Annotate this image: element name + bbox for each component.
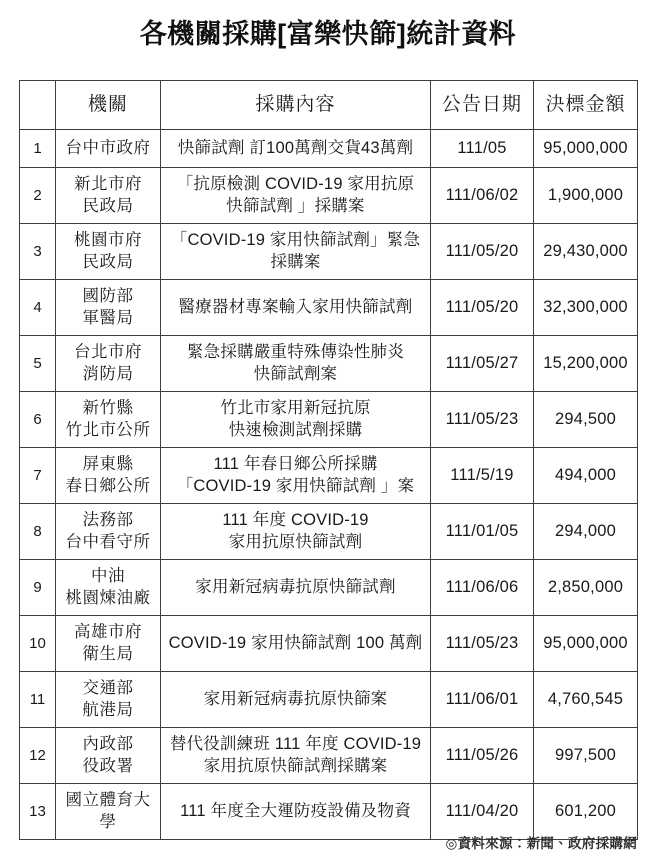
agency-cell-line: 國立體育大 <box>65 790 151 809</box>
table-row <box>20 224 638 280</box>
content-cell <box>161 336 431 392</box>
agency-cell <box>56 728 161 784</box>
agency-cell <box>56 560 161 616</box>
table-row <box>20 280 638 336</box>
row-index-line: 7 <box>33 466 42 484</box>
table-row <box>20 616 638 672</box>
table-row <box>20 130 638 168</box>
award-amount-cell-line: 29,430,000 <box>543 241 628 260</box>
content-cell <box>161 224 431 280</box>
award-amount-cell <box>534 504 638 560</box>
content-cell <box>161 672 431 728</box>
announcement-date-cell <box>431 504 534 560</box>
agency-cell-line: 衛生局 <box>82 644 134 663</box>
row-index-line: 10 <box>29 634 46 652</box>
award-amount-cell-line: 997,500 <box>554 745 617 764</box>
announcement-date-cell <box>431 392 534 448</box>
content-cell <box>161 168 431 224</box>
award-amount-cell <box>534 168 638 224</box>
announcement-date-cell-line: 111/05/20 <box>445 241 519 260</box>
content-cell <box>161 616 431 672</box>
content-cell-line: 緊急採購嚴重特殊傳染性肺炎 <box>186 342 405 361</box>
row-index <box>20 280 56 336</box>
table-row <box>20 672 638 728</box>
award-amount-cell-line: 32,300,000 <box>543 297 628 316</box>
announcement-date-cell-line: 111/05/23 <box>445 409 519 428</box>
row-index <box>20 560 56 616</box>
announcement-date-cell <box>431 728 534 784</box>
content-cell-line: 快篩試劑 訂100萬劑交貨43萬劑 <box>177 138 414 157</box>
award-amount-cell-line: 2,850,000 <box>547 577 624 596</box>
announcement-date-cell-line: 111/05/20 <box>445 297 519 316</box>
agency-cell <box>56 130 161 168</box>
announcement-date-cell <box>431 280 534 336</box>
column-header-content: 採購內容 <box>161 81 431 130</box>
row-index-line: 9 <box>33 578 42 596</box>
agency-cell <box>56 280 161 336</box>
row-index <box>20 504 56 560</box>
content-cell <box>161 448 431 504</box>
content-cell-line: COVID-19 家用快篩試劑 100 萬劑 <box>168 633 423 652</box>
content-cell-line: 「抗原檢測 COVID-19 家用抗原 <box>176 174 415 193</box>
agency-cell-line: 學 <box>99 812 117 831</box>
content-cell <box>161 280 431 336</box>
content-cell-line: 家用抗原快篩試劑 <box>228 532 363 551</box>
table-row <box>20 336 638 392</box>
announcement-date-cell-line: 111/01/05 <box>445 521 519 540</box>
agency-cell-line: 屏東縣 <box>82 454 134 473</box>
agency-cell <box>56 504 161 560</box>
column-header-date: 公告日期 <box>431 81 534 130</box>
row-index-line: 3 <box>33 242 42 260</box>
announcement-date-cell <box>431 224 534 280</box>
agency-cell-line: 台北市府 <box>74 342 142 361</box>
award-amount-cell <box>534 224 638 280</box>
award-amount-cell-line: 15,200,000 <box>543 353 628 372</box>
content-cell <box>161 728 431 784</box>
award-amount-cell-line: 494,000 <box>554 465 617 484</box>
award-amount-cell <box>534 672 638 728</box>
row-index-line: 11 <box>29 690 46 708</box>
agency-cell-line: 中油 <box>91 566 125 585</box>
announcement-date-cell <box>431 448 534 504</box>
row-index <box>20 224 56 280</box>
agency-cell <box>56 168 161 224</box>
content-cell <box>161 504 431 560</box>
award-amount-cell <box>534 130 638 168</box>
agency-cell-line: 台中看守所 <box>65 532 151 551</box>
table-header <box>20 81 638 130</box>
award-amount-cell <box>534 392 638 448</box>
agency-cell-line: 內政部 <box>82 734 134 753</box>
agency-cell-line: 民政局 <box>82 252 134 271</box>
content-cell <box>161 392 431 448</box>
table-row <box>20 728 638 784</box>
agency-cell <box>56 392 161 448</box>
agency-cell <box>56 616 161 672</box>
content-cell <box>161 560 431 616</box>
agency-cell-line: 航港局 <box>82 700 134 719</box>
agency-cell-line: 春日鄉公所 <box>65 476 151 495</box>
award-amount-cell <box>534 336 638 392</box>
procurement-table-container <box>19 80 637 840</box>
content-cell-line: 醫療器材專案輸入家用快篩試劑 <box>178 297 413 316</box>
row-index-line: 8 <box>33 522 42 540</box>
content-cell-line: 「COVID-19 家用快篩試劑」緊急 <box>170 230 421 249</box>
award-amount-cell <box>534 560 638 616</box>
agency-cell-line: 軍醫局 <box>82 308 134 327</box>
row-index-line: 13 <box>29 802 46 820</box>
award-amount-cell-line: 601,200 <box>554 801 617 820</box>
announcement-date-cell-line: 111/04/20 <box>445 801 519 820</box>
agency-cell <box>56 336 161 392</box>
agency-cell <box>56 448 161 504</box>
agency-cell-line: 國防部 <box>82 286 134 305</box>
column-header-index <box>20 81 56 130</box>
row-index <box>20 672 56 728</box>
agency-cell-line: 民政局 <box>82 196 134 215</box>
row-index <box>20 168 56 224</box>
column-header-agency: 機關 <box>56 81 161 130</box>
agency-cell-line: 新竹縣 <box>82 398 134 417</box>
table-row <box>20 560 638 616</box>
row-index <box>20 448 56 504</box>
row-index-line: 4 <box>33 298 42 316</box>
content-cell <box>161 130 431 168</box>
award-amount-cell-line: 95,000,000 <box>543 138 628 157</box>
content-cell-line: 快速檢測試劑採購 <box>228 420 363 439</box>
award-amount-cell-line: 4,760,545 <box>547 689 624 708</box>
agency-cell-line: 消防局 <box>82 364 134 383</box>
row-index-line: 1 <box>33 139 42 157</box>
award-amount-cell <box>534 616 638 672</box>
content-cell-line: 「COVID-19 家用快篩試劑 」案 <box>176 476 415 495</box>
award-amount-cell <box>534 448 638 504</box>
announcement-date-cell <box>431 130 534 168</box>
announcement-date-cell <box>431 672 534 728</box>
table-row <box>20 168 638 224</box>
award-amount-cell <box>534 280 638 336</box>
row-index <box>20 616 56 672</box>
announcement-date-cell-line: 111/5/19 <box>450 465 514 484</box>
content-cell-line: 快篩試劑案 <box>253 364 338 383</box>
agency-cell-line: 役政署 <box>82 756 134 775</box>
announcement-date-cell-line: 111/05/23 <box>445 633 519 652</box>
announcement-date-cell-line: 111/06/01 <box>445 689 519 708</box>
row-index <box>20 336 56 392</box>
row-index <box>20 392 56 448</box>
award-amount-cell-line: 95,000,000 <box>543 633 628 652</box>
content-cell-line: 家用新冠病毒抗原快篩試劑 <box>195 577 396 596</box>
agency-cell-line: 台中市政府 <box>65 138 151 157</box>
announcement-date-cell-line: 111/05 <box>457 138 507 157</box>
row-index-line: 2 <box>33 186 42 204</box>
announcement-date-cell <box>431 560 534 616</box>
source-note: ◎資料來源：新聞、政府採購網 <box>445 836 637 851</box>
agency-cell-line: 竹北市公所 <box>65 420 151 439</box>
announcement-date-cell-line: 111/05/27 <box>445 353 519 372</box>
agency-cell-line: 法務部 <box>82 510 134 529</box>
procurement-table <box>19 80 638 840</box>
row-index-line: 6 <box>33 410 42 428</box>
announcement-date-cell-line: 111/05/26 <box>445 745 519 764</box>
table-row <box>20 504 638 560</box>
agency-cell-line: 桃園市府 <box>74 230 142 249</box>
content-cell-line: 採購案 <box>270 252 321 271</box>
table-row <box>20 448 638 504</box>
award-amount-cell-line: 294,500 <box>554 409 617 428</box>
content-cell-line: 111 年春日鄉公所採購 <box>213 454 378 473</box>
content-cell-line: 家用抗原快篩試劑採購案 <box>203 756 388 775</box>
content-cell-line: 111 年度全大運防疫設備及物資 <box>180 801 411 820</box>
agency-cell <box>56 672 161 728</box>
row-index-line: 5 <box>33 354 42 372</box>
award-amount-cell <box>534 728 638 784</box>
table-row <box>20 392 638 448</box>
agency-cell-line: 新北市府 <box>74 174 142 193</box>
agency-cell-line: 高雄市府 <box>74 622 142 641</box>
content-cell-line: 111 年度 COVID-19 <box>222 510 369 529</box>
page-title: 各機關採購[富樂快篩]統計資料 <box>139 19 517 49</box>
row-index <box>20 130 56 168</box>
content-cell-line: 竹北市家用新冠抗原 <box>220 398 371 417</box>
announcement-date-cell-line: 111/06/02 <box>445 185 519 204</box>
row-index <box>20 728 56 784</box>
announcement-date-cell <box>431 336 534 392</box>
award-amount-cell-line: 294,000 <box>554 521 617 540</box>
agency-cell-line: 桃園煉油廠 <box>65 588 151 607</box>
table-header-row <box>20 81 638 130</box>
column-header-amount: 決標金額 <box>534 81 638 130</box>
table-body <box>20 130 638 840</box>
row-index-line: 12 <box>29 746 46 764</box>
content-cell-line: 替代役訓練班 111 年度 COVID-19 <box>169 734 422 753</box>
content-cell-line: 家用新冠病毒抗原快篩案 <box>203 689 388 708</box>
agency-cell-line: 交通部 <box>82 678 134 697</box>
announcement-date-cell-line: 111/06/06 <box>445 577 519 596</box>
award-amount-cell-line: 1,900,000 <box>547 185 624 204</box>
agency-cell <box>56 224 161 280</box>
announcement-date-cell <box>431 616 534 672</box>
content-cell-line: 快篩試劑 」採購案 <box>226 196 365 215</box>
announcement-date-cell <box>431 168 534 224</box>
